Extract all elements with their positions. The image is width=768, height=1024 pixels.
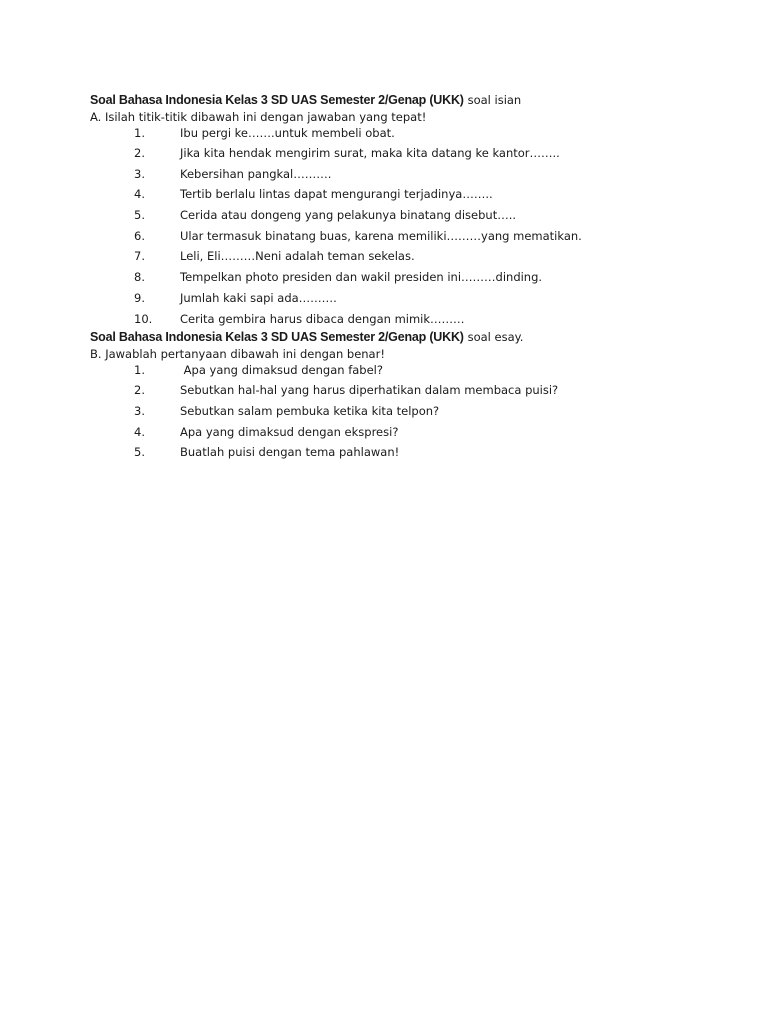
item-text: Cerida atau dongeng yang pelakunya binatang disebut…..	[180, 208, 517, 223]
item-number: 3.	[134, 166, 145, 181]
item-number: 8.	[134, 270, 145, 285]
item-text: Apa yang dimaksud dengan fabel?	[180, 363, 383, 378]
list-item	[90, 422, 730, 443]
section-a-heading-bold: Soal Bahasa Indonesia Kelas 3 SD UAS Semester 2/Genap (UKK)	[90, 93, 464, 107]
section-b-list	[90, 362, 730, 463]
item-text: Ular termasuk binatang buas, karena memiliki………yang mematikan.	[180, 228, 582, 243]
item-number: 3.	[134, 403, 145, 418]
section-b-heading	[90, 329, 730, 346]
list-item	[90, 226, 730, 247]
item-number: 2.	[134, 383, 145, 398]
section-a-list	[90, 125, 730, 329]
item-text: Sebutkan salam pembuka ketika kita telpon?	[180, 403, 440, 418]
list-item	[90, 205, 730, 226]
list-item	[90, 288, 730, 309]
section-b-instruction: B. Jawablah pertanyaan dibawah ini dengan benar!	[90, 347, 385, 362]
item-text: Tertib berlalu lintas dapat mengurangi terjadinya……..	[180, 187, 493, 202]
section-a-heading-suffix: soal isian	[467, 93, 522, 107]
item-number: 5.	[134, 208, 145, 223]
item-number: 10.	[134, 311, 153, 326]
document-page	[90, 92, 730, 463]
item-text: Tempelkan photo presiden dan wakil presiden ini………dinding.	[180, 270, 543, 285]
list-item	[90, 401, 730, 422]
item-number: 5.	[134, 445, 145, 460]
item-text: Jika kita hendak mengirim surat, maka kita datang ke kantor……..	[180, 146, 560, 160]
section-b-heading-suffix: soal esay.	[467, 330, 524, 345]
item-number: 9.	[134, 290, 145, 305]
item-text: Buatlah puisi dengan tema pahlawan!	[180, 445, 400, 460]
list-item	[90, 164, 730, 185]
item-number: 1.	[134, 126, 145, 140]
list-item	[90, 125, 730, 143]
section-a-instruction: A. Isilah titik-titik dibawah ini dengan jawaban yang tepat!	[90, 110, 427, 124]
item-text: Sebutkan hal-hal yang harus diperhatikan dalam membaca puisi?	[180, 383, 559, 398]
item-text: Jumlah kaki sapi ada……….	[180, 290, 337, 305]
item-number: 6.	[134, 228, 145, 243]
list-item	[90, 380, 730, 401]
list-item	[90, 309, 730, 330]
list-item	[90, 143, 730, 164]
item-text: Kebersihan pangkal……….	[180, 166, 332, 181]
item-number: 4.	[134, 187, 145, 202]
list-item	[90, 442, 730, 463]
list-item	[90, 267, 730, 288]
item-number: 4.	[134, 424, 145, 439]
item-number: 2.	[134, 146, 145, 160]
item-text: Leli, Eli………Neni adalah teman sekelas.	[180, 249, 415, 264]
list-item	[90, 184, 730, 205]
item-text: Apa yang dimaksud dengan ekspresi?	[180, 424, 399, 439]
list-item	[90, 362, 730, 380]
section-b-heading-bold: Soal Bahasa Indonesia Kelas 3 SD UAS Semester 2/Genap (UKK)	[90, 330, 464, 345]
section-a-heading	[90, 92, 730, 109]
item-text: Ibu pergi ke…….untuk membeli obat.	[180, 126, 395, 140]
item-text: Cerita gembira harus dibaca dengan mimik………	[180, 311, 465, 326]
item-number: 7.	[134, 249, 145, 264]
list-item	[90, 246, 730, 267]
item-number: 1.	[134, 363, 145, 378]
